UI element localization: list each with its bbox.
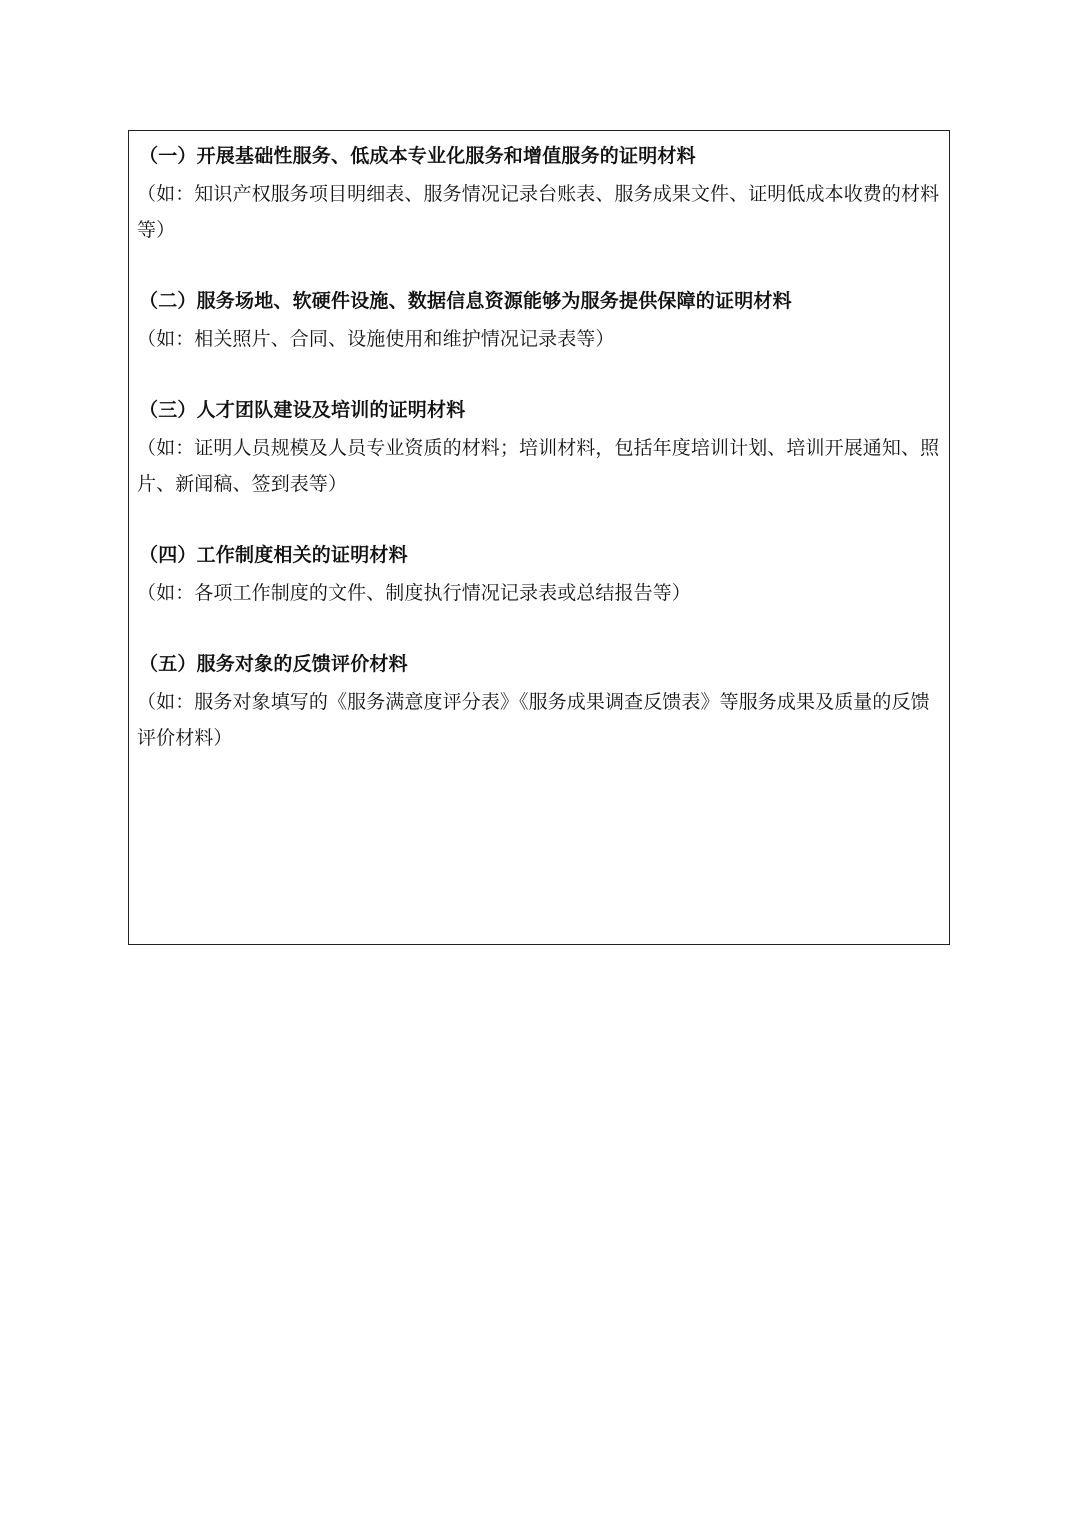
section-2-heading: （二）服务场地、软硬件设施、数据信息资源能够为服务提供保障的证明材料 [139, 290, 792, 312]
materials-table-cell [128, 130, 950, 945]
section-4 [137, 542, 943, 611]
section-3 [137, 397, 943, 502]
section-1 [137, 143, 943, 248]
section-3-heading: （三）人才团队建设及培训的证明材料 [139, 399, 466, 421]
section-4-heading: （四）工作制度相关的证明材料 [139, 544, 408, 566]
section-5-note: （如：服务对象填写的《服务满意度评分表》《服务成果调查反馈表》等服务成果及质量的反馈评价材料） [137, 691, 930, 749]
section-1-heading: （一）开展基础性服务、低成本专业化服务和增值服务的证明材料 [139, 145, 696, 167]
section-5 [137, 651, 943, 756]
section-3-note: （如：证明人员规模及人员专业资质的材料；培训材料，包括年度培训计划、培训开展通知、照片、新闻稿、签到表等） [137, 437, 940, 495]
section-2 [137, 288, 943, 357]
section-1-note: （如：知识产权服务项目明细表、服务情况记录台账表、服务成果文件、证明低成本收费的材料等） [137, 183, 940, 241]
section-5-heading: （五）服务对象的反馈评价材料 [139, 653, 408, 675]
section-4-note: （如：各项工作制度的文件、制度执行情况记录表或总结报告等） [137, 582, 691, 604]
section-2-note: （如：相关照片、合同、设施使用和维护情况记录表等） [137, 328, 615, 350]
